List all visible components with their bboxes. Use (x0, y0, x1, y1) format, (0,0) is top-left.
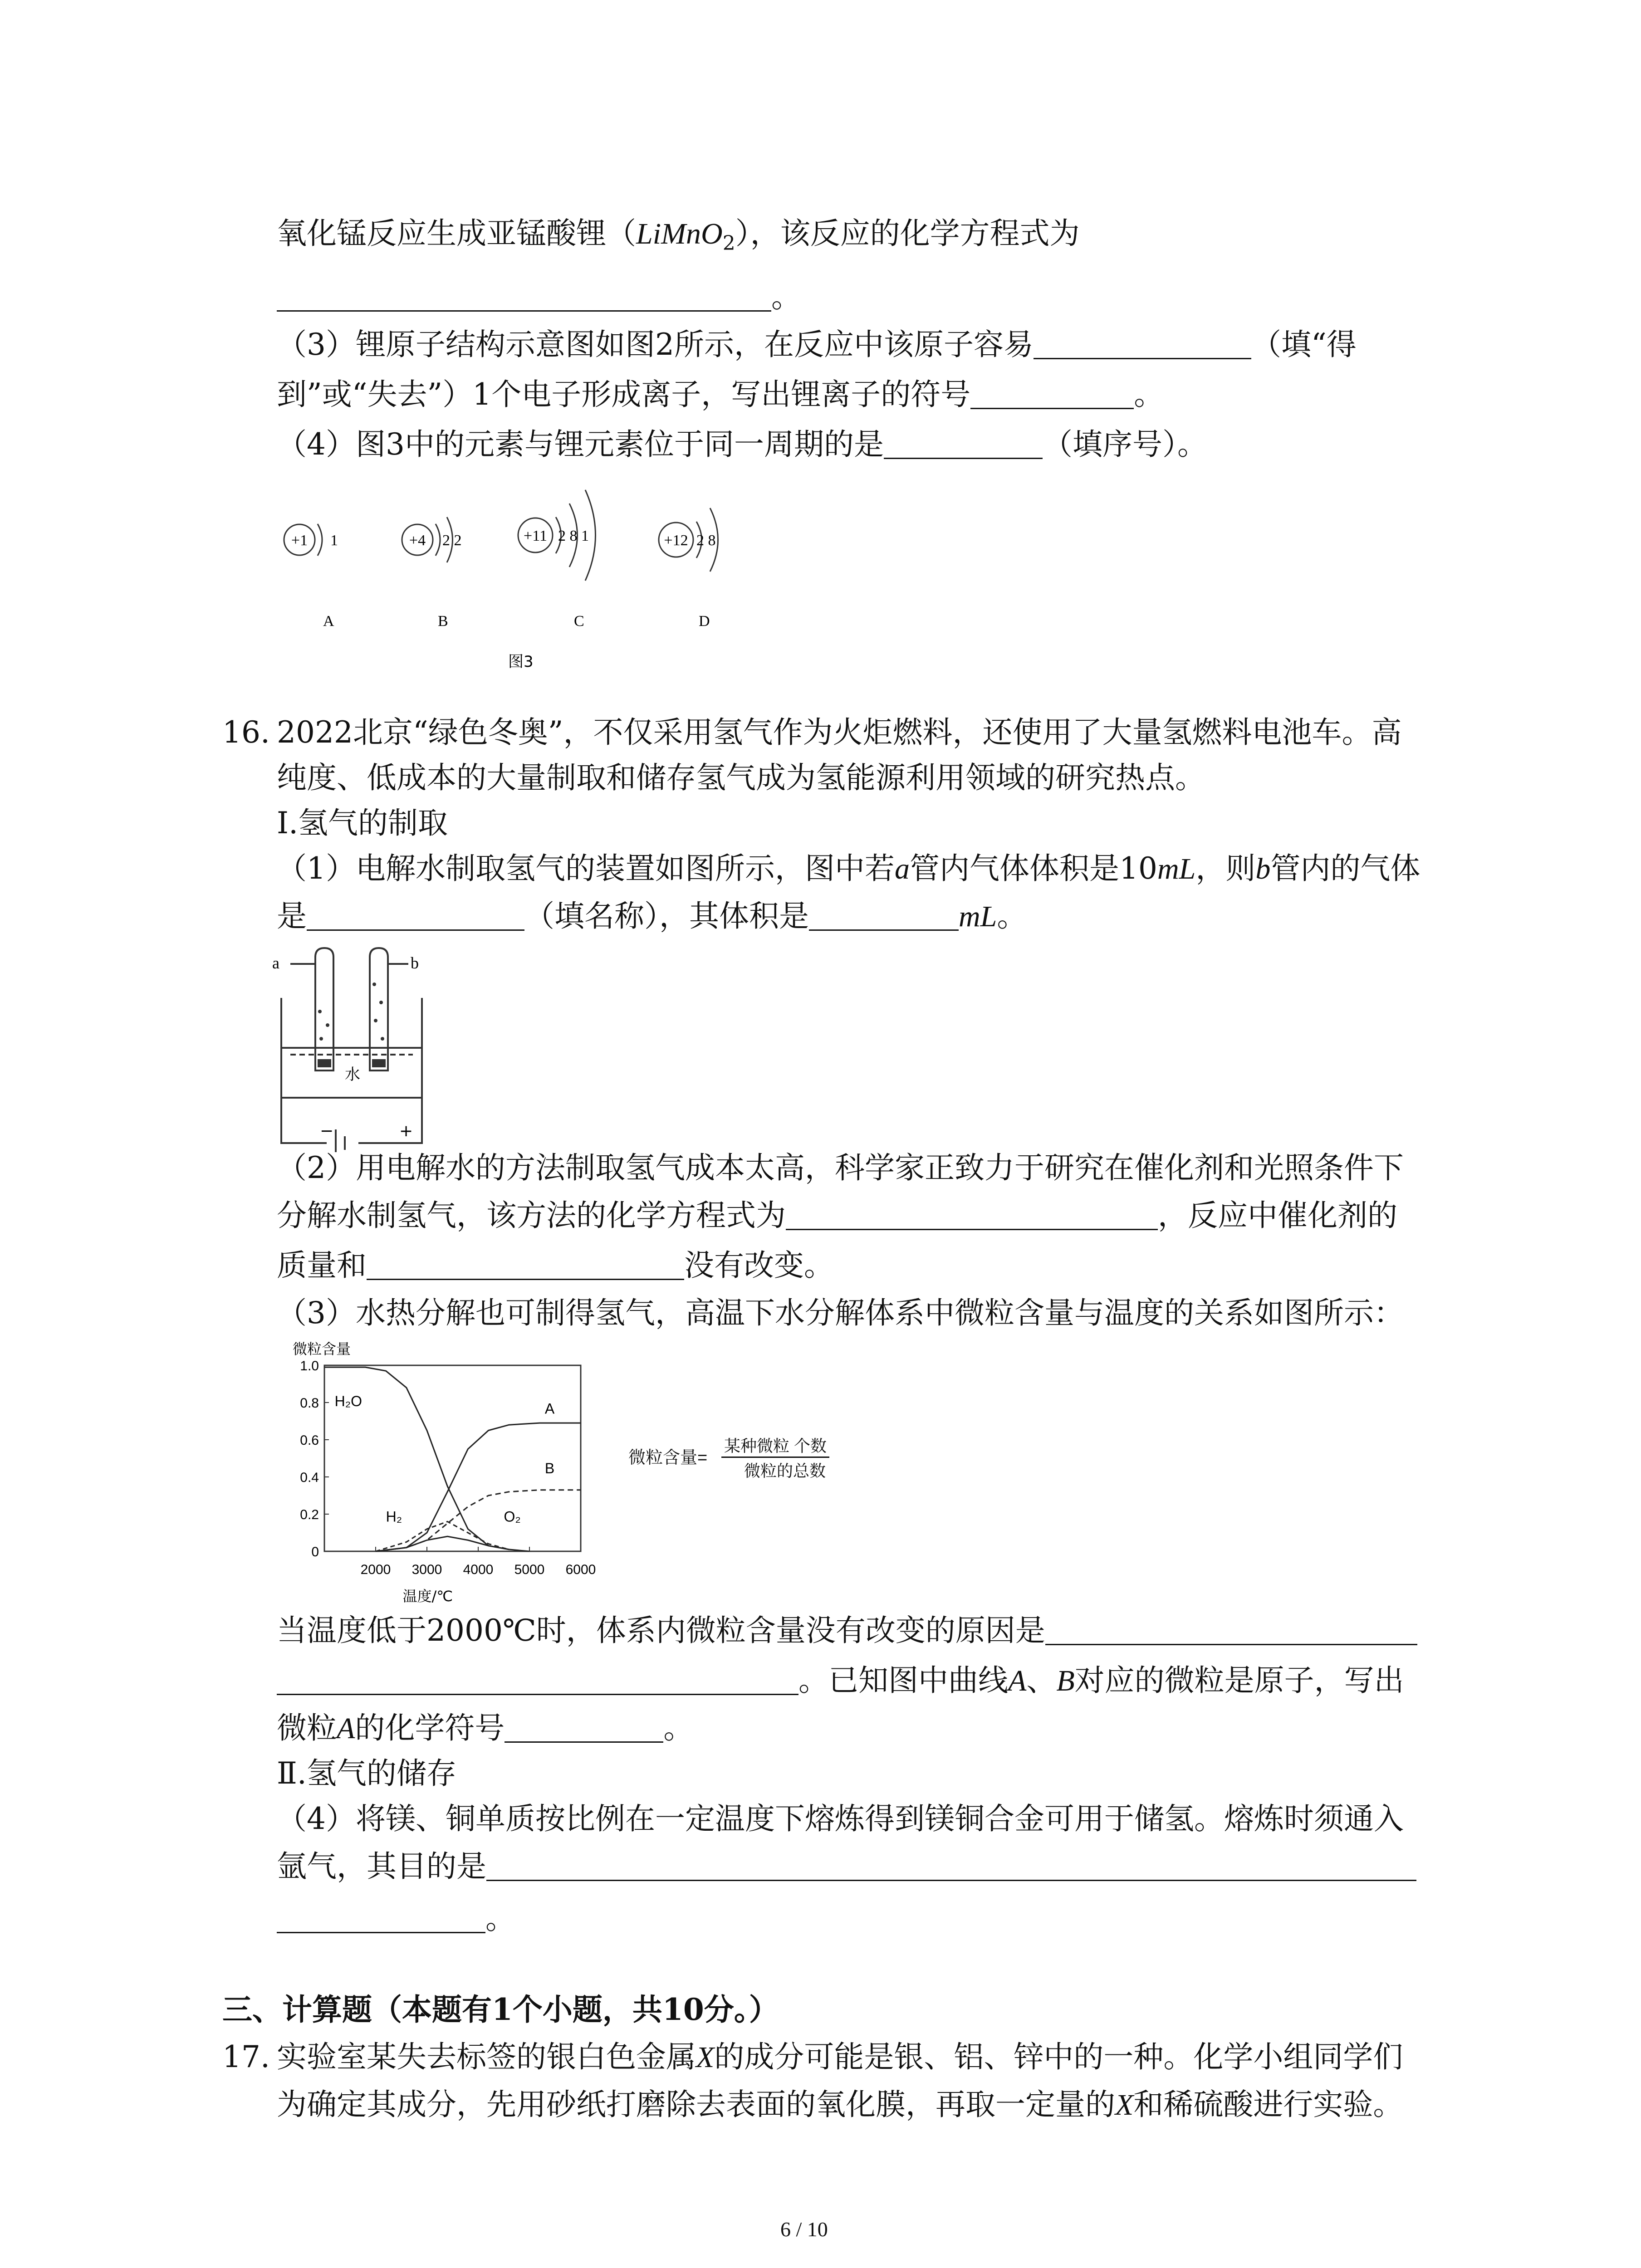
series-label-B: B (544, 1460, 555, 1476)
answer-blank[interactable] (1034, 326, 1251, 359)
y-tick-label: 0.2 (300, 1507, 319, 1522)
tube-b (370, 948, 388, 1070)
q16-p3-line1: （3）水热分解也可制得氢气，高温下水分解体系中微粒含量与温度的关系如图所示： (277, 1295, 1404, 1330)
svg-text:水: 水 (345, 1066, 360, 1084)
x-tick-label: 5000 (514, 1562, 545, 1577)
q16-p3-line3: 。已知图中曲线A、B对应的微粒是原子，写出 (277, 1660, 1404, 1701)
x-tick-label: 3000 (411, 1562, 442, 1577)
answer-blank[interactable] (786, 1197, 1158, 1230)
y-tick-label: 0.6 (300, 1433, 319, 1448)
atom-b (402, 517, 462, 630)
q16-p2-line3: 质量和 没有改变。 (277, 1248, 834, 1283)
svg-text:+11: +11 (524, 528, 547, 544)
plot-frame (324, 1365, 581, 1551)
q17-number: 17. (222, 2039, 270, 2074)
q17-line2: 为确定其成分，先用砂纸打磨除去表面的氧化膜，再取一定量的X和稀硫酸进行实验。 (277, 2087, 1403, 2122)
answer-blank[interactable] (486, 1848, 1416, 1881)
x-tick-label: 2000 (360, 1562, 391, 1577)
section-3-heading: 三、计算题（本题有1个小题，共10分。） (222, 1992, 779, 2027)
svg-text:+4: +4 (409, 532, 426, 549)
q15-p3-line1: （3）锂原子结构示意图如图2所示，在反应中该原子容易 （填“得 (277, 327, 1357, 362)
answer-blank[interactable] (1045, 1612, 1417, 1645)
svg-text:a: a (272, 954, 279, 972)
atom-c (518, 490, 596, 630)
q15-line2: 。 (277, 277, 801, 318)
q16-p3-line4: 微粒A的化学符号 。 (277, 1711, 694, 1745)
svg-text:2 8: 2 8 (696, 532, 716, 549)
q17-line1: 实验室某失去标签的银白色金属X的成分可能是银、铝、锌中的一种。化学小组同学们 (277, 2039, 1403, 2074)
q16-p1-line2: 是 （填名称），其体积是 mL。 (277, 899, 1027, 934)
y-axis-label: 微粒含量 (293, 1340, 351, 1358)
q16-p4-line2: 氩气，其目的是 (277, 1846, 1416, 1887)
y-tick-label: 0.4 (300, 1470, 319, 1485)
q16-section2: Ⅱ.氢气的储存 (277, 1756, 456, 1791)
x-tick-label: 6000 (565, 1562, 596, 1577)
page-number: 6 / 10 (780, 2218, 828, 2241)
answer-blank[interactable] (505, 1710, 663, 1743)
x-tick-label: 4000 (463, 1562, 494, 1577)
q16-p4-line3: 。 (277, 1898, 515, 1939)
svg-text:−: − (320, 1122, 334, 1140)
y-tick-label: 1.0 (300, 1359, 319, 1374)
y-tick-label: 0 (311, 1545, 319, 1559)
q16-p1-line1: （1）电解水制取氢气的装置如图所示，图中若a管内气体体积是10mL，则b管内的气体 (277, 851, 1421, 886)
q15-line1: 氧化锰反应生成亚锰酸锂（LiMnO$_2$），该反应的化学方程式为 (277, 216, 1080, 255)
series-label-H₂: H₂ (386, 1508, 402, 1525)
series-label-H₂O: H₂O (334, 1393, 362, 1410)
svg-text:C: C (574, 613, 584, 630)
q16-number: 16. (222, 715, 270, 750)
answer-blank[interactable] (277, 279, 771, 312)
answer-blank[interactable] (970, 376, 1134, 409)
y-tick-label: 0.8 (300, 1396, 319, 1411)
q16-intro1: 2022北京“绿色冬奥”，不仅采用氢气作为火炬燃料，还使用了大量氢燃料电池车。高 (277, 715, 1402, 750)
answer-blank[interactable] (367, 1247, 684, 1280)
answer-blank[interactable] (884, 426, 1043, 459)
atom-a (284, 524, 338, 630)
q15-p3-line2: 到”或“失去”）1个电子形成离子，写出锂离子的符号 。 (277, 377, 1164, 412)
svg-text:b: b (411, 954, 419, 972)
atom-d (659, 508, 718, 630)
answer-blank[interactable] (307, 898, 524, 931)
q16-intro2: 纯度、低成本的大量制取和储存氢气成为氢能源利用领域的研究热点。 (277, 760, 1205, 795)
q15-p4: （4）图3中的元素与锂元素位于同一周期的是 （填序号）。 (277, 427, 1207, 462)
answer-blank[interactable] (277, 1662, 798, 1695)
svg-text:B: B (438, 613, 448, 630)
svg-text:2 2: 2 2 (442, 532, 462, 549)
series-line-H₂ (376, 1521, 509, 1551)
q16-section1: Ⅰ.氢气的制取 (277, 806, 448, 841)
svg-text:+12: +12 (664, 532, 688, 549)
particle-content-formula: 微粒含量= 某种微粒 个数 微粒的总数 (628, 1433, 882, 1488)
q16-p2-line1: （2）用电解水的方法制取氢气成本太高，科学家正致力于研究在催化剂和光照条件下 (277, 1150, 1404, 1185)
answer-blank[interactable] (277, 1900, 485, 1933)
q16-p4-line1: （4）将镁、铜单质按比例在一定温度下熔炼得到镁铜合金可用于储氢。熔炼时须通入 (277, 1801, 1404, 1836)
electrolysis-apparatus-figure (272, 943, 472, 1152)
answer-blank[interactable] (809, 898, 959, 931)
figure-3-caption: 图3 (508, 653, 534, 671)
series-label-O₂: O₂ (504, 1508, 521, 1525)
series-line-A (376, 1423, 581, 1551)
q16-p3-line2: 当温度低于2000℃时，体系内微粒含量没有改变的原因是 (277, 1610, 1417, 1651)
q16-p2-line2: 分解水制氢气，该方法的化学方程式为 ，反应中催化剂的 (277, 1198, 1397, 1233)
particle-content-chart (281, 1329, 599, 1610)
x-axis-label: 温度/℃ (402, 1588, 453, 1605)
svg-text:2 8 1: 2 8 1 (558, 528, 589, 544)
tube-a (315, 948, 333, 1070)
svg-text:+1: +1 (291, 532, 308, 549)
svg-text:+: + (399, 1122, 413, 1140)
svg-text:1: 1 (330, 532, 338, 549)
figure-3-atom-diagrams (272, 472, 771, 680)
svg-text:D: D (699, 613, 710, 630)
series-label-A: A (544, 1400, 555, 1417)
svg-text:A: A (323, 613, 334, 630)
